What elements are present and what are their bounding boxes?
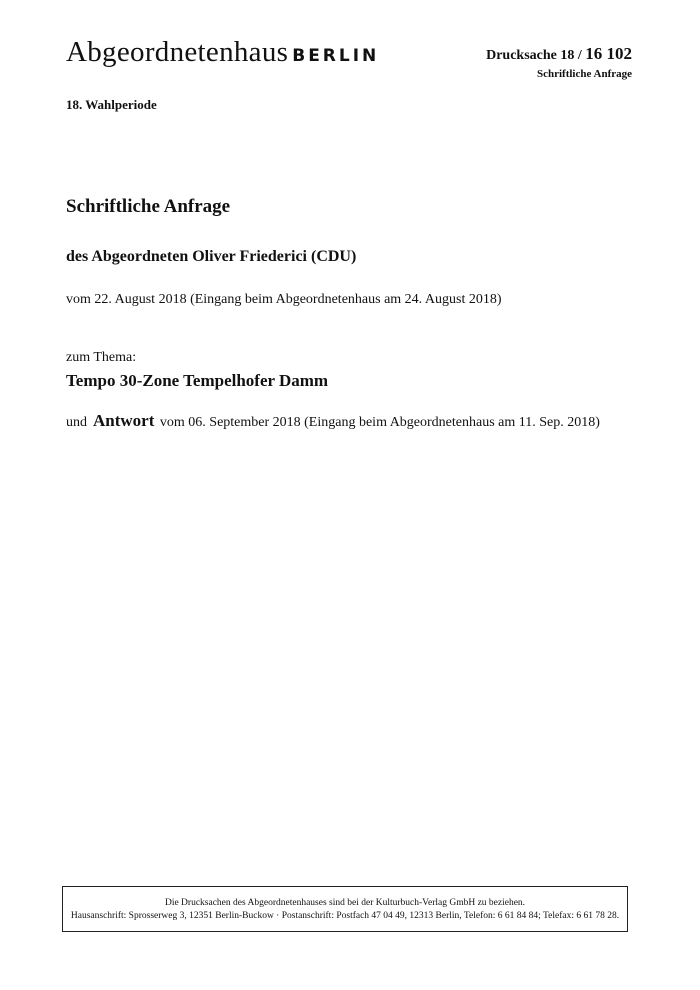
wahlperiode: 18. Wahlperiode bbox=[66, 97, 157, 112]
logo-city: BERLIN bbox=[292, 46, 380, 66]
footer-box bbox=[62, 886, 628, 932]
parliament-logo bbox=[66, 36, 379, 69]
author-line: des Abgeordneten Oliver Friederici (CDU) bbox=[66, 248, 357, 265]
drucksache-value: 16 102 bbox=[585, 44, 632, 63]
doc-type-label: Schriftliche Anfrage bbox=[536, 68, 632, 80]
topic-label: zum Thema: bbox=[66, 350, 137, 365]
logo-word: Abgeordnetenhaus bbox=[66, 36, 289, 68]
answer-word: Antwort bbox=[93, 411, 155, 430]
document-title: Schriftliche Anfrage bbox=[66, 196, 231, 217]
answer-prefix: und bbox=[66, 415, 87, 430]
answer-rest: vom 06. September 2018 (Eingang beim Abgeordnetenhaus am 11. Sep. 2018) bbox=[159, 415, 600, 430]
drucksache-prefix: Drucksache 18 / bbox=[486, 48, 582, 63]
topic-title: Tempo 30-Zone Tempelhofer Damm bbox=[66, 371, 329, 390]
date-line: vom 22. August 2018 (Eingang beim Abgeordnetenhaus am 24. August 2018) bbox=[66, 292, 502, 307]
footer-line-1: Die Drucksachen des Abgeordnetenhauses sind bei der Kulturbuch-Verlag GmbH zu beziehen. bbox=[164, 898, 526, 908]
drucksache-number bbox=[486, 44, 632, 64]
footer-line-2: Hausanschrift: Sprosserweg 3, 12351 Berlin-Buckow · Postanschrift: Postfach 47 04 49, 12313 Berlin, Telefon: 6 61 84 84; Telefax: 6 61 78 28. bbox=[70, 911, 620, 921]
answer-line bbox=[66, 411, 600, 431]
